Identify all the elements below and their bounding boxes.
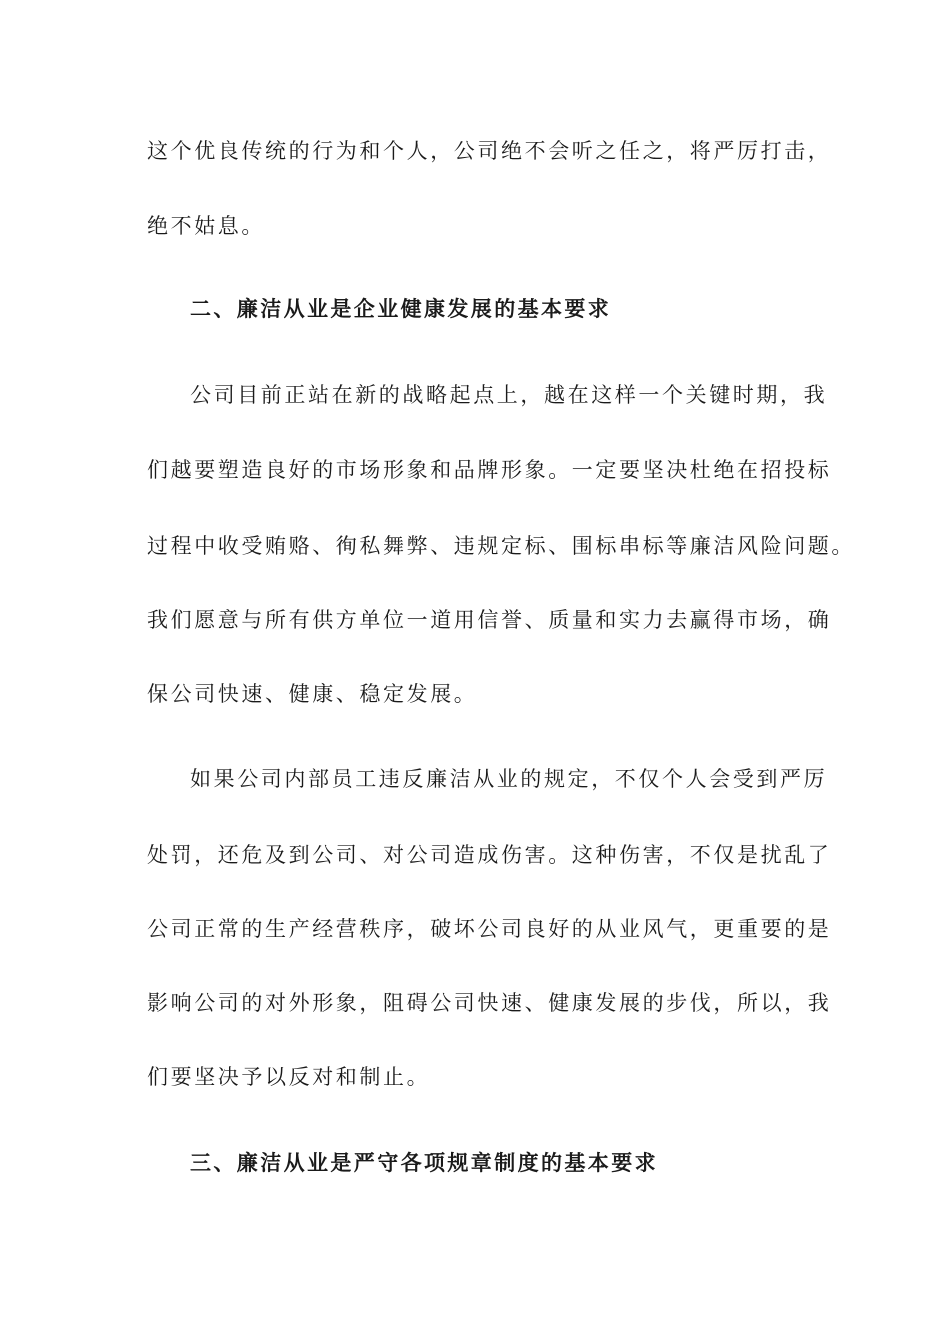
section-heading-3: 三、廉洁从业是严守各项规章制度的基本要求 <box>190 1150 658 1175</box>
section-heading-2: 二、廉洁从业是企业健康发展的基本要求 <box>190 296 612 321</box>
paragraph-line: 过程中收受贿赂、徇私舞弊、违规定标、围标串标等廉洁风险问题。 <box>147 534 855 558</box>
paragraph-line: 绝不姑息。 <box>147 214 265 238</box>
paragraph-line: 公司目前正站在新的战略起点上，越在这样一个关键时期，我 <box>190 383 828 407</box>
paragraph-line: 公司正常的生产经营秩序，破坏公司良好的从业风气，更重要的是 <box>147 917 832 941</box>
paragraph-line: 影响公司的对外形象，阻碍公司快速、健康发展的步伐，所以，我 <box>147 991 832 1015</box>
paragraph-line: 我们愿意与所有供方单位一道用信誉、质量和实力去赢得市场，确 <box>147 608 832 632</box>
paragraph-line: 如果公司内部员工违反廉洁从业的规定，不仅个人会受到严厉 <box>190 767 828 791</box>
paragraph-line: 们越要塑造良好的市场形象和品牌形象。一定要坚决杜绝在招投标 <box>147 458 832 482</box>
paragraph-line: 这个优良传统的行为和个人，公司绝不会听之任之，将严厉打击， <box>147 139 832 163</box>
paragraph-line: 们要坚决予以反对和制止。 <box>147 1065 431 1089</box>
paragraph-line: 保公司快速、健康、稳定发展。 <box>147 682 478 706</box>
paragraph-line: 处罚，还危及到公司、对公司造成伤害。这种伤害，不仅是扰乱了 <box>147 843 832 867</box>
